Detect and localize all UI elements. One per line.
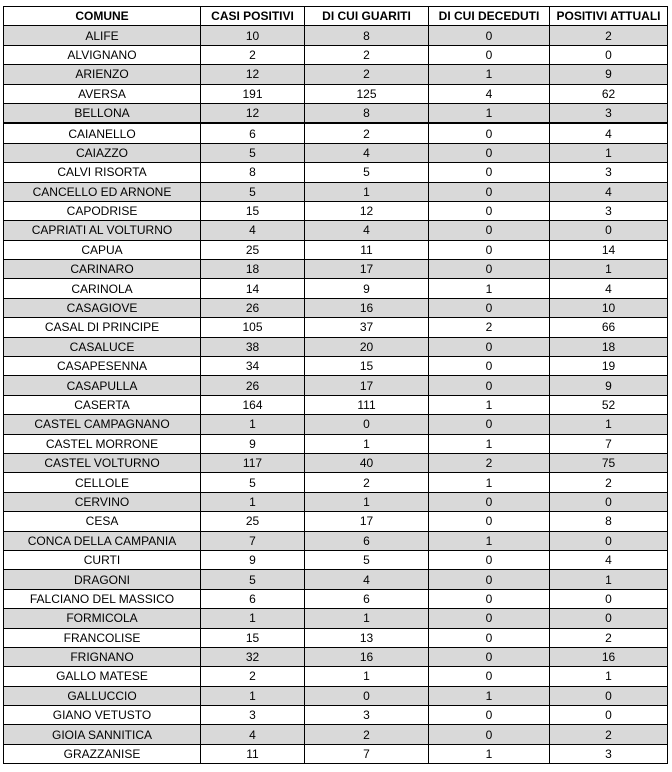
deceduti-cell: 1: [429, 279, 550, 298]
table-row: [4, 143, 668, 162]
table-row: [4, 628, 668, 647]
guariti-cell: 5: [305, 163, 429, 182]
comune-cell: CASERTA: [4, 395, 201, 414]
casi-positivi-cell: 25: [201, 512, 305, 531]
guariti-cell: 0: [305, 415, 429, 434]
comune-cell: CAIAZZO: [4, 143, 201, 162]
positivi-attuali-cell: 0: [550, 589, 668, 608]
deceduti-cell: 0: [429, 415, 550, 434]
deceduti-cell: 0: [429, 550, 550, 569]
guariti-cell: 4: [305, 570, 429, 589]
casi-positivi-cell: 5: [201, 570, 305, 589]
cases-table: [3, 6, 668, 764]
positivi-attuali-cell: 1: [550, 143, 668, 162]
table-row: [4, 570, 668, 589]
comune-cell: CASTEL CAMPAGNANO: [4, 415, 201, 434]
casi-positivi-cell: 6: [201, 123, 305, 143]
casi-positivi-cell: 10: [201, 26, 305, 45]
casi-positivi-cell: 1: [201, 609, 305, 628]
comune-cell: CAPUA: [4, 240, 201, 259]
deceduti-cell: 0: [429, 123, 550, 143]
positivi-attuali-cell: 4: [550, 182, 668, 201]
deceduti-cell: 0: [429, 376, 550, 395]
comune-cell: CANCELLO ED ARNONE: [4, 182, 201, 201]
guariti-cell: 13: [305, 628, 429, 647]
positivi-attuali-cell: 0: [550, 609, 668, 628]
table-row: [4, 376, 668, 395]
comune-cell: CELLOLE: [4, 473, 201, 492]
guariti-cell: 1: [305, 609, 429, 628]
deceduti-cell: 0: [429, 143, 550, 162]
table-row: [4, 84, 668, 103]
positivi-attuali-cell: 3: [550, 103, 668, 123]
deceduti-cell: 1: [429, 103, 550, 123]
positivi-attuali-cell: 75: [550, 453, 668, 472]
casi-positivi-cell: 5: [201, 473, 305, 492]
deceduti-cell: 0: [429, 260, 550, 279]
positivi-attuali-cell: 1: [550, 667, 668, 686]
deceduti-cell: 1: [429, 65, 550, 84]
table-row: [4, 647, 668, 666]
positivi-attuali-cell: 0: [550, 45, 668, 64]
table-row: [4, 686, 668, 705]
positivi-attuali-cell: 0: [550, 531, 668, 550]
table-row: [4, 492, 668, 511]
deceduti-cell: 1: [429, 473, 550, 492]
casi-positivi-cell: 5: [201, 143, 305, 162]
positivi-attuali-cell: 0: [550, 706, 668, 725]
comune-cell: GALLUCCIO: [4, 686, 201, 705]
casi-positivi-cell: 117: [201, 453, 305, 472]
positivi-attuali-cell: 2: [550, 473, 668, 492]
comune-cell: CASTEL MORRONE: [4, 434, 201, 453]
table-row: [4, 260, 668, 279]
positivi-attuali-cell: 66: [550, 318, 668, 337]
comune-cell: GRAZZANISE: [4, 744, 201, 763]
table-row: [4, 706, 668, 725]
table-row: [4, 163, 668, 182]
casi-positivi-cell: 8: [201, 163, 305, 182]
positivi-attuali-cell: 2: [550, 628, 668, 647]
table-row: [4, 395, 668, 414]
deceduti-cell: 0: [429, 221, 550, 240]
header-deceduti: DI CUI DECEDUTI: [429, 7, 550, 26]
table-row: [4, 337, 668, 356]
deceduti-cell: 0: [429, 163, 550, 182]
comune-cell: CASAPESENNA: [4, 357, 201, 376]
comune-cell: ARIENZO: [4, 65, 201, 84]
header-positivi-attuali: POSITIVI ATTUALI: [550, 7, 668, 26]
casi-positivi-cell: 15: [201, 628, 305, 647]
deceduti-cell: 0: [429, 609, 550, 628]
guariti-cell: 9: [305, 279, 429, 298]
guariti-cell: 17: [305, 512, 429, 531]
positivi-attuali-cell: 0: [550, 492, 668, 511]
table-row: [4, 221, 668, 240]
comune-cell: CESA: [4, 512, 201, 531]
positivi-attuali-cell: 62: [550, 84, 668, 103]
guariti-cell: 20: [305, 337, 429, 356]
positivi-attuali-cell: 4: [550, 123, 668, 143]
casi-positivi-cell: 1: [201, 492, 305, 511]
header-casi-positivi: CASI POSITIVI: [201, 7, 305, 26]
casi-positivi-cell: 9: [201, 434, 305, 453]
casi-positivi-cell: 34: [201, 357, 305, 376]
table-row: [4, 415, 668, 434]
comune-cell: ALVIGNANO: [4, 45, 201, 64]
comune-cell: GIOIA SANNITICA: [4, 725, 201, 744]
comune-cell: CAIANELLO: [4, 123, 201, 143]
comune-cell: FALCIANO DEL MASSICO: [4, 589, 201, 608]
guariti-cell: 7: [305, 744, 429, 763]
comune-cell: FRANCOLISE: [4, 628, 201, 647]
comune-cell: CERVINO: [4, 492, 201, 511]
deceduti-cell: 0: [429, 298, 550, 317]
guariti-cell: 1: [305, 492, 429, 511]
table-row: [4, 550, 668, 569]
guariti-cell: 11: [305, 240, 429, 259]
positivi-attuali-cell: 10: [550, 298, 668, 317]
casi-positivi-cell: 1: [201, 415, 305, 434]
guariti-cell: 0: [305, 686, 429, 705]
casi-positivi-cell: 25: [201, 240, 305, 259]
guariti-cell: 6: [305, 589, 429, 608]
table-row: [4, 65, 668, 84]
comune-cell: AVERSA: [4, 84, 201, 103]
guariti-cell: 16: [305, 298, 429, 317]
table-row: [4, 589, 668, 608]
positivi-attuali-cell: 1: [550, 415, 668, 434]
comune-cell: GIANO VETUSTO: [4, 706, 201, 725]
positivi-attuali-cell: 9: [550, 65, 668, 84]
positivi-attuali-cell: 3: [550, 201, 668, 220]
guariti-cell: 3: [305, 706, 429, 725]
deceduti-cell: 1: [429, 531, 550, 550]
comune-cell: GALLO MATESE: [4, 667, 201, 686]
casi-positivi-cell: 12: [201, 65, 305, 84]
header-comune: COMUNE: [4, 7, 201, 26]
positivi-attuali-cell: 0: [550, 686, 668, 705]
positivi-attuali-cell: 0: [550, 221, 668, 240]
guariti-cell: 17: [305, 260, 429, 279]
deceduti-cell: 4: [429, 84, 550, 103]
deceduti-cell: 0: [429, 706, 550, 725]
comune-cell: CARINARO: [4, 260, 201, 279]
table-row: [4, 103, 668, 123]
deceduti-cell: 1: [429, 744, 550, 763]
casi-positivi-cell: 38: [201, 337, 305, 356]
casi-positivi-cell: 6: [201, 589, 305, 608]
table-row: [4, 298, 668, 317]
positivi-attuali-cell: 8: [550, 512, 668, 531]
guariti-cell: 1: [305, 667, 429, 686]
positivi-attuali-cell: 19: [550, 357, 668, 376]
guariti-cell: 6: [305, 531, 429, 550]
deceduti-cell: 0: [429, 725, 550, 744]
deceduti-cell: 0: [429, 589, 550, 608]
table-row: [4, 182, 668, 201]
comune-cell: CAPRIATI AL VOLTURNO: [4, 221, 201, 240]
table-row: [4, 45, 668, 64]
deceduti-cell: 0: [429, 570, 550, 589]
guariti-cell: 8: [305, 26, 429, 45]
casi-positivi-cell: 5: [201, 182, 305, 201]
guariti-cell: 5: [305, 550, 429, 569]
casi-positivi-cell: 1: [201, 686, 305, 705]
comune-cell: ALIFE: [4, 26, 201, 45]
table-row: [4, 473, 668, 492]
positivi-attuali-cell: 18: [550, 337, 668, 356]
guariti-cell: 111: [305, 395, 429, 414]
table-row: [4, 318, 668, 337]
table-row: [4, 531, 668, 550]
deceduti-cell: 0: [429, 357, 550, 376]
guariti-cell: 1: [305, 434, 429, 453]
deceduti-cell: 0: [429, 628, 550, 647]
deceduti-cell: 0: [429, 45, 550, 64]
deceduti-cell: 0: [429, 337, 550, 356]
deceduti-cell: 1: [429, 434, 550, 453]
casi-positivi-cell: 26: [201, 298, 305, 317]
deceduti-cell: 0: [429, 647, 550, 666]
positivi-attuali-cell: 1: [550, 260, 668, 279]
guariti-cell: 2: [305, 725, 429, 744]
table-row: [4, 744, 668, 763]
deceduti-cell: 2: [429, 453, 550, 472]
casi-positivi-cell: 9: [201, 550, 305, 569]
casi-positivi-cell: 18: [201, 260, 305, 279]
casi-positivi-cell: 15: [201, 201, 305, 220]
table-body: [4, 26, 668, 764]
guariti-cell: 15: [305, 357, 429, 376]
comune-cell: CARINOLA: [4, 279, 201, 298]
comune-cell: CAPODRISE: [4, 201, 201, 220]
deceduti-cell: 0: [429, 667, 550, 686]
comune-cell: FRIGNANO: [4, 647, 201, 666]
positivi-attuali-cell: 4: [550, 550, 668, 569]
comune-cell: DRAGONI: [4, 570, 201, 589]
deceduti-cell: 0: [429, 182, 550, 201]
table-row: [4, 123, 668, 143]
guariti-cell: 125: [305, 84, 429, 103]
table-row: [4, 26, 668, 45]
casi-positivi-cell: 4: [201, 725, 305, 744]
guariti-cell: 2: [305, 473, 429, 492]
table-row: [4, 357, 668, 376]
casi-positivi-cell: 11: [201, 744, 305, 763]
guariti-cell: 2: [305, 65, 429, 84]
table-row: [4, 667, 668, 686]
table-row: [4, 279, 668, 298]
positivi-attuali-cell: 3: [550, 163, 668, 182]
deceduti-cell: 1: [429, 686, 550, 705]
positivi-attuali-cell: 1: [550, 570, 668, 589]
guariti-cell: 2: [305, 123, 429, 143]
guariti-cell: 40: [305, 453, 429, 472]
table-row: [4, 201, 668, 220]
guariti-cell: 2: [305, 45, 429, 64]
positivi-attuali-cell: 14: [550, 240, 668, 259]
guariti-cell: 4: [305, 221, 429, 240]
casi-positivi-cell: 32: [201, 647, 305, 666]
comune-cell: CASAL DI PRINCIPE: [4, 318, 201, 337]
comune-cell: CASALUCE: [4, 337, 201, 356]
positivi-attuali-cell: 7: [550, 434, 668, 453]
table-row: [4, 512, 668, 531]
guariti-cell: 8: [305, 103, 429, 123]
deceduti-cell: 1: [429, 395, 550, 414]
guariti-cell: 37: [305, 318, 429, 337]
comune-cell: CASTEL VOLTURNO: [4, 453, 201, 472]
comune-cell: CASAGIOVE: [4, 298, 201, 317]
comune-cell: CASAPULLA: [4, 376, 201, 395]
comune-cell: BELLONA: [4, 103, 201, 123]
deceduti-cell: 0: [429, 492, 550, 511]
positivi-attuali-cell: 52: [550, 395, 668, 414]
guariti-cell: 4: [305, 143, 429, 162]
casi-positivi-cell: 191: [201, 84, 305, 103]
covid-cases-sheet: [3, 6, 667, 764]
table-row: [4, 453, 668, 472]
casi-positivi-cell: 26: [201, 376, 305, 395]
guariti-cell: 17: [305, 376, 429, 395]
casi-positivi-cell: 164: [201, 395, 305, 414]
table-row: [4, 434, 668, 453]
header-row: [4, 7, 668, 26]
positivi-attuali-cell: 4: [550, 279, 668, 298]
deceduti-cell: 0: [429, 26, 550, 45]
casi-positivi-cell: 2: [201, 45, 305, 64]
casi-positivi-cell: 3: [201, 706, 305, 725]
casi-positivi-cell: 12: [201, 103, 305, 123]
deceduti-cell: 0: [429, 201, 550, 220]
guariti-cell: 1: [305, 182, 429, 201]
table-row: [4, 725, 668, 744]
casi-positivi-cell: 7: [201, 531, 305, 550]
deceduti-cell: 0: [429, 240, 550, 259]
positivi-attuali-cell: 3: [550, 744, 668, 763]
deceduti-cell: 0: [429, 512, 550, 531]
comune-cell: FORMICOLA: [4, 609, 201, 628]
casi-positivi-cell: 14: [201, 279, 305, 298]
table-row: [4, 609, 668, 628]
positivi-attuali-cell: 16: [550, 647, 668, 666]
positivi-attuali-cell: 9: [550, 376, 668, 395]
guariti-cell: 12: [305, 201, 429, 220]
header-guariti: DI CUI GUARITI: [305, 7, 429, 26]
guariti-cell: 16: [305, 647, 429, 666]
deceduti-cell: 2: [429, 318, 550, 337]
comune-cell: CONCA DELLA CAMPANIA: [4, 531, 201, 550]
positivi-attuali-cell: 2: [550, 26, 668, 45]
positivi-attuali-cell: 2: [550, 725, 668, 744]
casi-positivi-cell: 4: [201, 221, 305, 240]
comune-cell: CALVI RISORTA: [4, 163, 201, 182]
comune-cell: CURTI: [4, 550, 201, 569]
casi-positivi-cell: 105: [201, 318, 305, 337]
casi-positivi-cell: 2: [201, 667, 305, 686]
table-row: [4, 240, 668, 259]
